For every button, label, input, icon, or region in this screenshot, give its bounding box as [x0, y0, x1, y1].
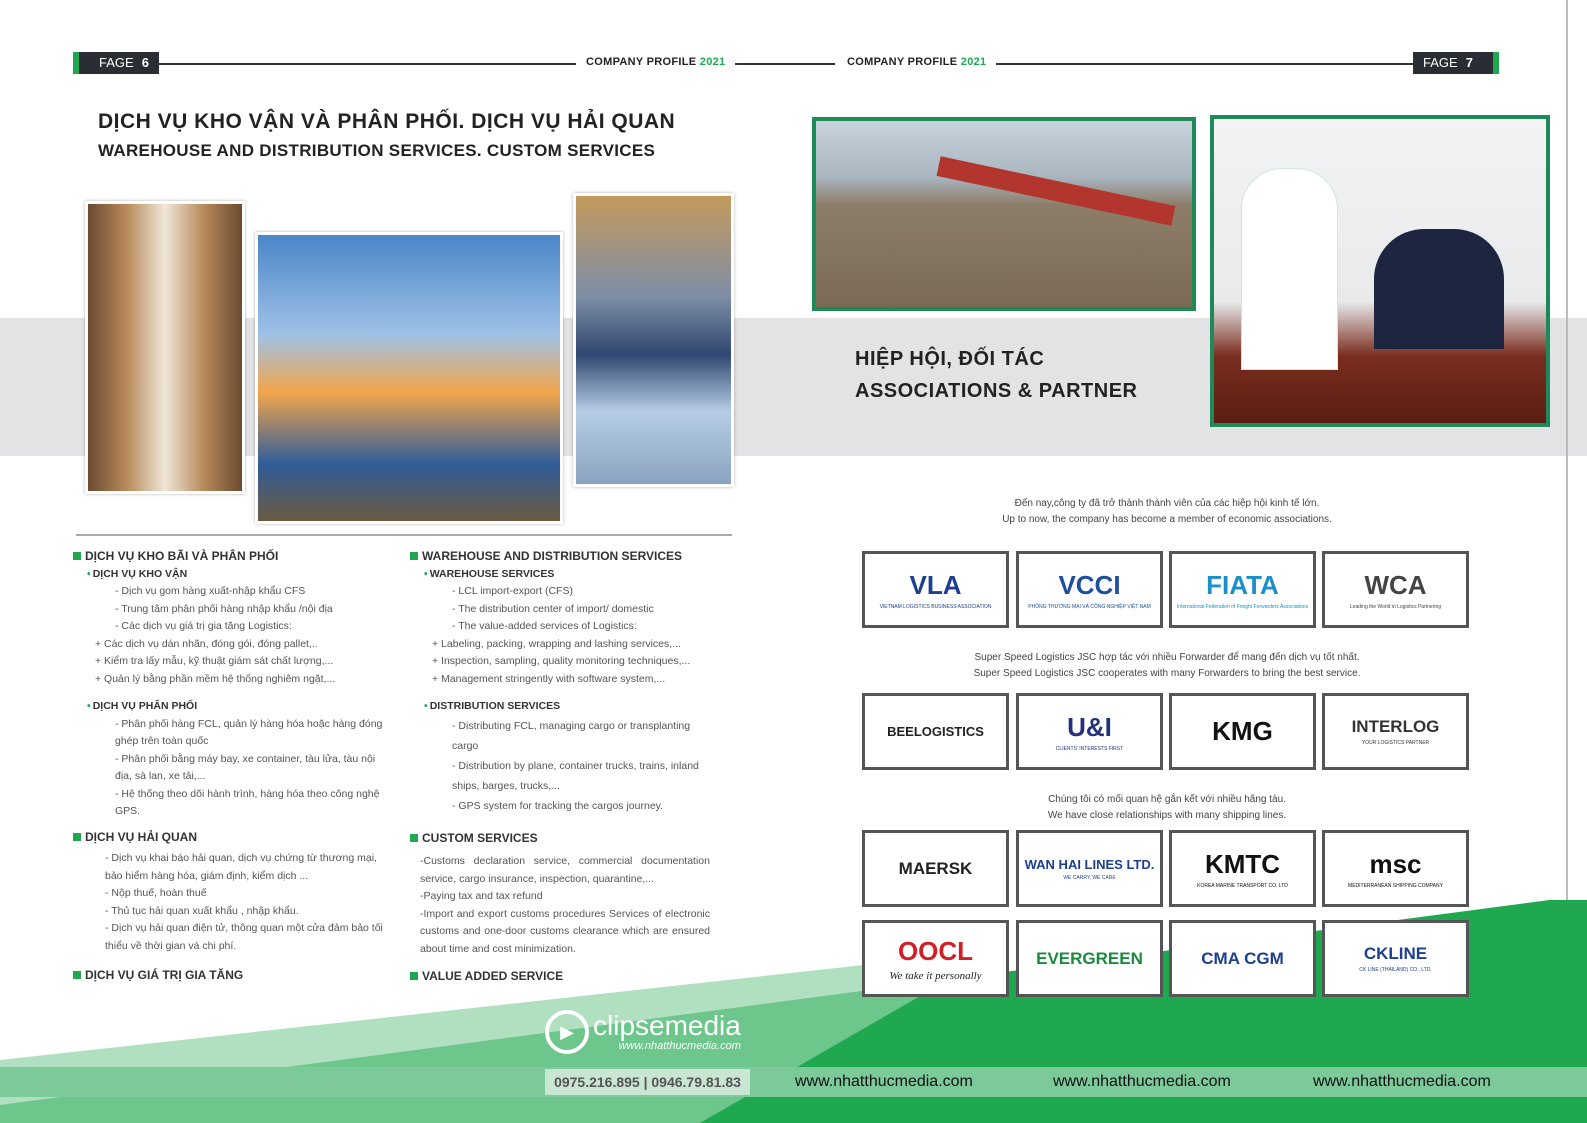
footer-url[interactable]: www.nhatthucmedia.com [1313, 1073, 1491, 1090]
logo-tagline: MEDITERRANEAN SHIPPING COMPANY [1348, 882, 1443, 889]
page-number-right [1413, 52, 1499, 74]
divider [158, 63, 576, 65]
brand-url: www.nhatthucmedia.com [618, 1040, 741, 1052]
list-item: - Dịch vụ hải quan điện tử, thông quan một cửa đảm bảo tối thiểu về thời gian và chi phí. [105, 922, 383, 952]
brand-name: clipsemedia [593, 1010, 741, 1041]
list-item: - Hệ thống theo dõi hành trình, hàng hóa theo công nghệ GPS. [115, 787, 380, 817]
logo-tagline: CK LINE (THAILAND) CO., LTD. [1359, 967, 1432, 973]
logo-shipping-lines [1322, 830, 1469, 907]
logo-name: WAN HAI LINES LTD. [1024, 856, 1155, 872]
company-profile-left [586, 56, 725, 68]
logo-shipping-lines [862, 920, 1009, 997]
logo-name: INTERLOG [1351, 717, 1440, 736]
section-heading: CUSTOM SERVICES [410, 830, 710, 848]
divider [76, 534, 732, 536]
logo-tagline: VIETNAM LOGISTICS BUSINESS ASSOCIATION [879, 603, 992, 610]
intro-vi: Chúng tôi có mối quan hệ gắn kết với nhiều hãng tàu. [1048, 794, 1286, 805]
logo-shipping-lines [862, 830, 1009, 907]
logo-name: FIATA [1206, 569, 1279, 600]
logo-name: MAERSK [898, 858, 973, 878]
list-item: + Inspection, sampling, quality monitoring techniques,... [432, 655, 691, 667]
intro-vi: Super Speed Logistics JSC hợp tác với nhiều Forwarder để mang đến dịch vụ tốt nhất. [974, 652, 1360, 663]
footer-url[interactable]: www.nhatthucmedia.com [1053, 1073, 1231, 1090]
section-heading: VALUE ADDED SERVICE [410, 968, 710, 986]
cp-text: COMPANY PROFILE [586, 56, 697, 68]
subsection-heading: • DỊCH VỤ KHO VẬN [87, 566, 393, 584]
logo-shipping-lines [1016, 920, 1163, 997]
title-vi: DỊCH VỤ KHO VẬN VÀ PHÂN PHỐI. DỊCH VỤ HẢI QUAN [98, 110, 676, 133]
subsection-heading: • WAREHOUSE SERVICES [424, 566, 710, 584]
woman-figure [1242, 169, 1337, 369]
list-item: - Distributing FCL, managing cargo or transplanting cargo [452, 719, 691, 752]
logo-forwarders [1322, 693, 1469, 770]
list-item: + Labeling, packing, wrapping and lashing services,... [432, 637, 681, 650]
list-item: - Dịch vụ khai báo hải quan, dịch vụ chứng từ thương mại, bảo hiểm hàng hóa, giám định, kiểm dịch ... [105, 852, 377, 882]
play-logo-icon: ▶ [545, 1010, 589, 1054]
logo-name: CKLINE [1363, 944, 1428, 963]
associations-title [855, 343, 1138, 407]
logo-tagline: KOREA MARINE TRANSPORT CO. LTD [1197, 882, 1288, 889]
intro-en: Up to now, the company has become a member of economic associations. [1002, 514, 1332, 525]
intro-vi: Đến nay,công ty đã trở thành thành viên của các hiệp hội kinh tế lớn. [1014, 498, 1320, 509]
section-heading: DỊCH VỤ GIÁ TRỊ GIA TĂNG [73, 967, 393, 985]
list-item: - Nộp thuế, hoàn thuế [105, 887, 207, 899]
list-item: - Dịch vụ gom hàng xuất-nhập khẩu CFS [115, 585, 306, 597]
logo-forwarders [1169, 693, 1316, 770]
list-item: + Management stringently with software system,... [432, 672, 666, 685]
intro-forwarders [862, 650, 1472, 682]
logo-tagline: We take it personally [889, 969, 982, 982]
list-item: - The value-added services of Logistics: [452, 620, 637, 632]
handshake-signing-photo [1210, 115, 1550, 427]
list-item: + Quản lý bằng phần mềm hệ thống nghiêm ngặt,... [95, 672, 336, 685]
divider [996, 63, 1413, 65]
logo-tagline: WE CARRY, WE CARE [1063, 874, 1116, 881]
subsection-heading: • DỊCH VỤ PHÂN PHỐI [87, 698, 393, 716]
page-num: 6 [141, 55, 149, 70]
list-item: - Phân phối bằng máy bay, xe container, tàu lửa, tàu nội địa, sà lan, xe tải,... [115, 752, 376, 782]
clipsemedia-watermark [545, 1010, 741, 1054]
logo-tagline: PHÒNG THƯƠNG MẠI VÀ CÔNG NGHIỆP VIỆT NAM [1028, 603, 1151, 610]
logo-shipping-lines [1169, 830, 1316, 907]
cp-year: 2021 [699, 56, 726, 68]
logo-name: CMA CGM [1201, 948, 1284, 968]
logo-name: OOCL [897, 935, 974, 966]
list-item: - Distribution by plane, container trucks, trains, inland ships, barges, trucks,... [452, 759, 699, 792]
intro-associations [862, 496, 1472, 528]
section-heading: DỊCH VỤ KHO BÃI VÀ PHÂN PHỐI [73, 548, 393, 566]
intro-en: Super Speed Logistics JSC cooperates with many Forwarders to bring the best service. [973, 668, 1361, 679]
logistics-tech-photo [255, 232, 563, 524]
logo-name: EVERGREEN [1036, 948, 1143, 968]
list-item: - The distribution center of import/ domestic [452, 602, 654, 615]
page-label: FAGE [1423, 55, 1458, 70]
title-en: ASSOCIATIONS & PARTNER [855, 380, 1138, 402]
logo-associations [1169, 551, 1316, 628]
logo-name: VCCI [1058, 569, 1121, 600]
subsection-heading: • DISTRIBUTION SERVICES [424, 698, 710, 716]
logo-forwarders [862, 693, 1009, 770]
divider [735, 63, 835, 65]
man-figure [1374, 229, 1504, 349]
list-item: - Thủ tục hải quan xuất khẩu , nhập khẩu. [105, 904, 299, 917]
list-item: - Các dịch vụ giá trị gia tăng Logistics: [115, 620, 292, 632]
logo-associations [1322, 551, 1469, 628]
logo-name: KMG [1212, 716, 1273, 746]
list-item: + Kiểm tra lấy mẫu, kỹ thuật giám sát chất lượng,... [95, 655, 334, 667]
phone-numbers: 0975.216.895 | 0946.79.81.83 [545, 1069, 750, 1095]
page-label: FAGE [99, 55, 134, 70]
title-en: WAREHOUSE AND DISTRIBUTION SERVICES. CUSTOM SERVICES [98, 141, 656, 160]
bridge-trucks-photo [812, 117, 1196, 311]
logo-tagline: YOUR LOGISTICS PARTNER [1361, 740, 1430, 746]
logo-name: VLA [909, 569, 962, 600]
page-number-left [73, 52, 159, 74]
logo-tagline: CLIENTS' INTERESTS FIRST [1055, 745, 1124, 752]
intro-en: We have close relationships with many shipping lines. [1047, 810, 1287, 821]
title-vi: HIỆP HỘI, ĐỐI TÁC [855, 348, 1045, 370]
intro-shipping-lines [862, 792, 1472, 824]
list-item: + Các dịch vụ dán nhãn, đóng gói, đóng pallet,.. [95, 637, 318, 650]
logo-name: msc [1369, 848, 1422, 879]
logo-tagline: Leading the World in Logistics Partnering [1349, 603, 1442, 610]
logo-name: WCA [1364, 569, 1427, 600]
list-item: - Phân phối hàng FCL, quản lý hàng hóa hoặc hàng đóng ghép trên toàn quốc [115, 717, 383, 747]
list-item: - LCL import-export (CFS) [452, 585, 573, 597]
logo-name: BEELOGISTICS [887, 724, 984, 739]
list-item: - GPS system for tracking the cargos journey. [452, 799, 664, 812]
logo-forwarders [1016, 693, 1163, 770]
logo-associations [1016, 551, 1163, 628]
logo-associations [862, 551, 1009, 628]
footer-url[interactable]: www.nhatthucmedia.com [795, 1073, 973, 1090]
page-num: 7 [1465, 55, 1473, 70]
logo-name: KMTC [1204, 848, 1281, 879]
list-item: -Import and export customs procedures Services of electronic customs and one-door customs clearance which are ensured about time and cost minimization. [420, 907, 710, 955]
customs-officers-photo [573, 193, 734, 487]
section-heading: DỊCH VỤ HẢI QUAN [73, 829, 393, 847]
list-item: - Trung tâm phân phối hàng nhập khẩu /nội địa [115, 602, 333, 615]
logo-shipping-lines [1016, 830, 1163, 907]
warehouse-photo [85, 201, 245, 494]
list-item: -Customs declaration service, commercial documentation service, cargo insurance, inspection, quarantine,... [420, 855, 710, 885]
list-item: -Paying tax and tax refund [420, 890, 543, 902]
section-heading: WAREHOUSE AND DISTRIBUTION SERVICES [410, 548, 710, 566]
logo-shipping-lines [1169, 920, 1316, 997]
cp-year: 2021 [960, 56, 987, 68]
logo-shipping-lines [1322, 920, 1469, 997]
company-profile-right [847, 56, 986, 68]
cp-text: COMPANY PROFILE [847, 56, 958, 68]
logo-name: U&I [1067, 711, 1112, 742]
container-trucks [937, 156, 1176, 225]
logo-tagline: International Federation of Freight Forwarders Associations [1176, 603, 1309, 610]
